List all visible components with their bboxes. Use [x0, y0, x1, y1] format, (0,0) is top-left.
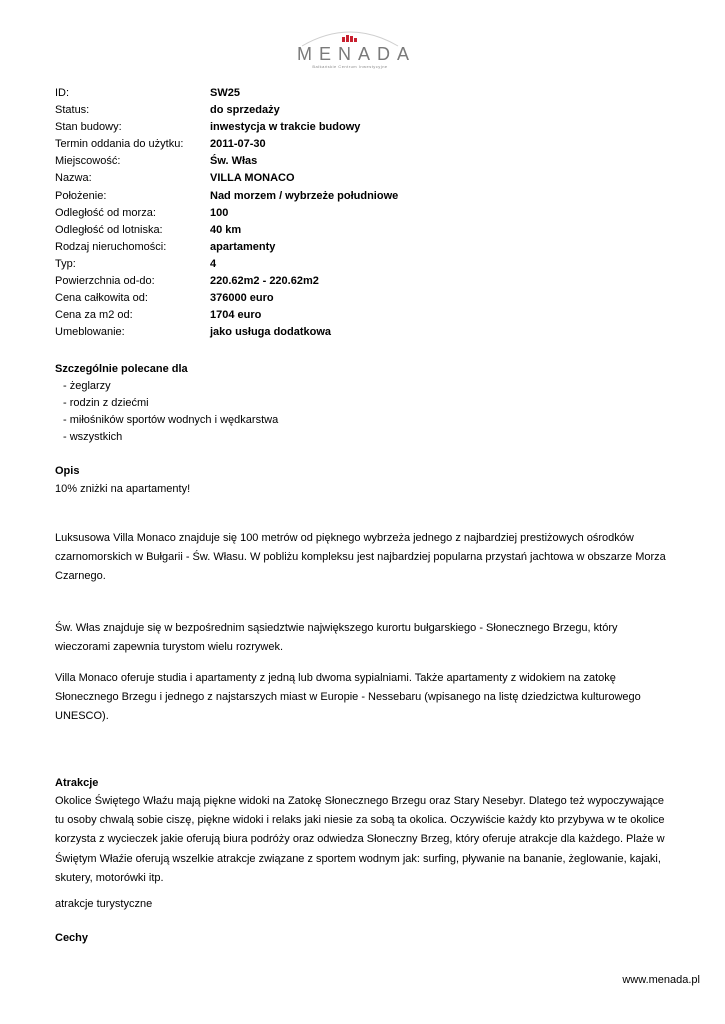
property-value: 4 [210, 257, 217, 270]
property-value: 220.62m2 - 220.62m2 [210, 275, 319, 288]
property-label: Termin oddania do użytku: [55, 138, 184, 151]
recommended-item: - żeglarzy [63, 380, 111, 392]
attractions-section [55, 775, 675, 888]
property-value: 1704 euro [210, 309, 262, 322]
attractions-heading: Atrakcje [55, 777, 99, 789]
property-row [55, 153, 398, 170]
property-row [55, 205, 398, 222]
recommended-item: - wszystkich [63, 431, 123, 444]
description-heading: Opis [55, 465, 80, 477]
property-row [55, 85, 398, 102]
recommended-heading: Szczególnie polecane dla [55, 363, 188, 375]
property-value: inwestycja w trakcie budowy [210, 121, 361, 134]
property-value: do sprzedaży [210, 104, 280, 117]
property-value: 40 km [210, 223, 242, 236]
logo-wordmark: MENADA [297, 44, 417, 64]
features-heading: Cechy [55, 932, 89, 944]
attractions-tag: atrakcje turystyczne [55, 898, 153, 910]
property-label: Status: [55, 104, 90, 117]
property-value: 100 [210, 206, 229, 219]
description-section [55, 463, 675, 499]
property-row [55, 102, 398, 119]
property-row [55, 239, 398, 256]
property-row [55, 119, 398, 136]
menada-logo [290, 24, 417, 70]
property-label: Nazwa: [55, 172, 92, 185]
property-value: VILLA MONACO [210, 172, 295, 185]
property-row [55, 324, 398, 341]
property-value: SW25 [210, 87, 240, 99]
property-label: Typ: [55, 257, 76, 270]
property-row [55, 170, 398, 187]
property-row [55, 273, 398, 290]
property-value: jako usługa dodatkowa [210, 326, 332, 339]
logo-tagline: Bałkańskie Centrum Inwestycyjne [312, 64, 388, 69]
property-row [55, 290, 398, 307]
property-label: Odległość od morza: [55, 206, 156, 219]
recommended-section [55, 361, 655, 446]
property-label: ID: [55, 87, 70, 99]
property-label: Cena za m2 od: [55, 309, 133, 322]
description-promo: 10% zniżki na apartamenty! [55, 483, 191, 495]
property-details [55, 85, 398, 341]
property-row [55, 307, 398, 324]
property-row [55, 188, 398, 205]
property-label: Cena całkowita od: [55, 292, 148, 305]
property-value: 376000 euro [210, 292, 274, 305]
property-label: Powierzchnia od-do: [55, 275, 155, 288]
description-paragraph: Luksusowa Villa Monaco znajduje się 100 metrów od pięknego wybrzeża jednego z najbardziej prestiżowych ośrodków czarnomorskich w Bułgarii - Św. Własu. W pobliżu kompleksu jest najbardziej popularna przystań jachtowa w obszarze Morza Czarnego. [55, 532, 666, 583]
property-value: Św. Włas [210, 155, 258, 168]
property-label: Umeblowanie: [55, 326, 125, 339]
property-row [55, 222, 398, 239]
property-label: Odległość od lotniska: [55, 223, 163, 236]
property-value: Nad morzem / wybrzeże południowe [210, 189, 399, 202]
description-paragraph: Św. Włas znajduje się w bezpośrednim sąsiedztwie największego kurortu bułgarskiego - Słonecznego Brzegu, który wieczorami zapewnia turystom wielu rozrywek. [55, 622, 618, 654]
property-label: Położenie: [55, 189, 107, 202]
property-label: Stan budowy: [55, 121, 122, 134]
property-label: Miejscowość: [55, 155, 121, 168]
property-row [55, 136, 398, 153]
property-value: apartamenty [210, 240, 276, 253]
property-label: Rodzaj nieruchomości: [55, 240, 167, 253]
recommended-item: - miłośników sportów wodnych i wędkarstwa [63, 414, 279, 427]
property-value: 2011-07-30 [210, 138, 266, 151]
description-paragraph: Villa Monaco oferuje studia i apartamenty z jedną lub dwoma sypialniami. Także apartamenty z widokiem na zatokę Słonecznego Brzegu i jednego z najstarszych miast w Europie - Nessebaru (wpisanego na listę dziedzictwa kulturowego UNESCO). [55, 672, 641, 723]
property-row [55, 256, 398, 273]
recommended-item: - rodzin z dziećmi [63, 397, 149, 410]
attractions-text: Okolice Świętego Właźu mają piękne widoki na Zatokę Słonecznego Brzegu oraz Stary Nesebyr. Dlatego też wypoczywające tu osoby chwalą sobie ciszę, piękne widoki i relaks jaki niesie za sobą ta okolica. Oczywiście każdy kto przybywa w te okolice korzysta z wycieczek jakie oferują biura podróży oraz odwiedza Słoneczny Brzeg, który oferuje atrakcje dla każdego. Plaże w Świętym Właźie oferują wszelkie atrakcje związane z sportem wodnym jak: surfing, pływanie na bananie, żeglowanie, kajaki, skutery, motorówki itp. [55, 795, 665, 884]
footer-url: www.menada.pl [622, 974, 700, 986]
